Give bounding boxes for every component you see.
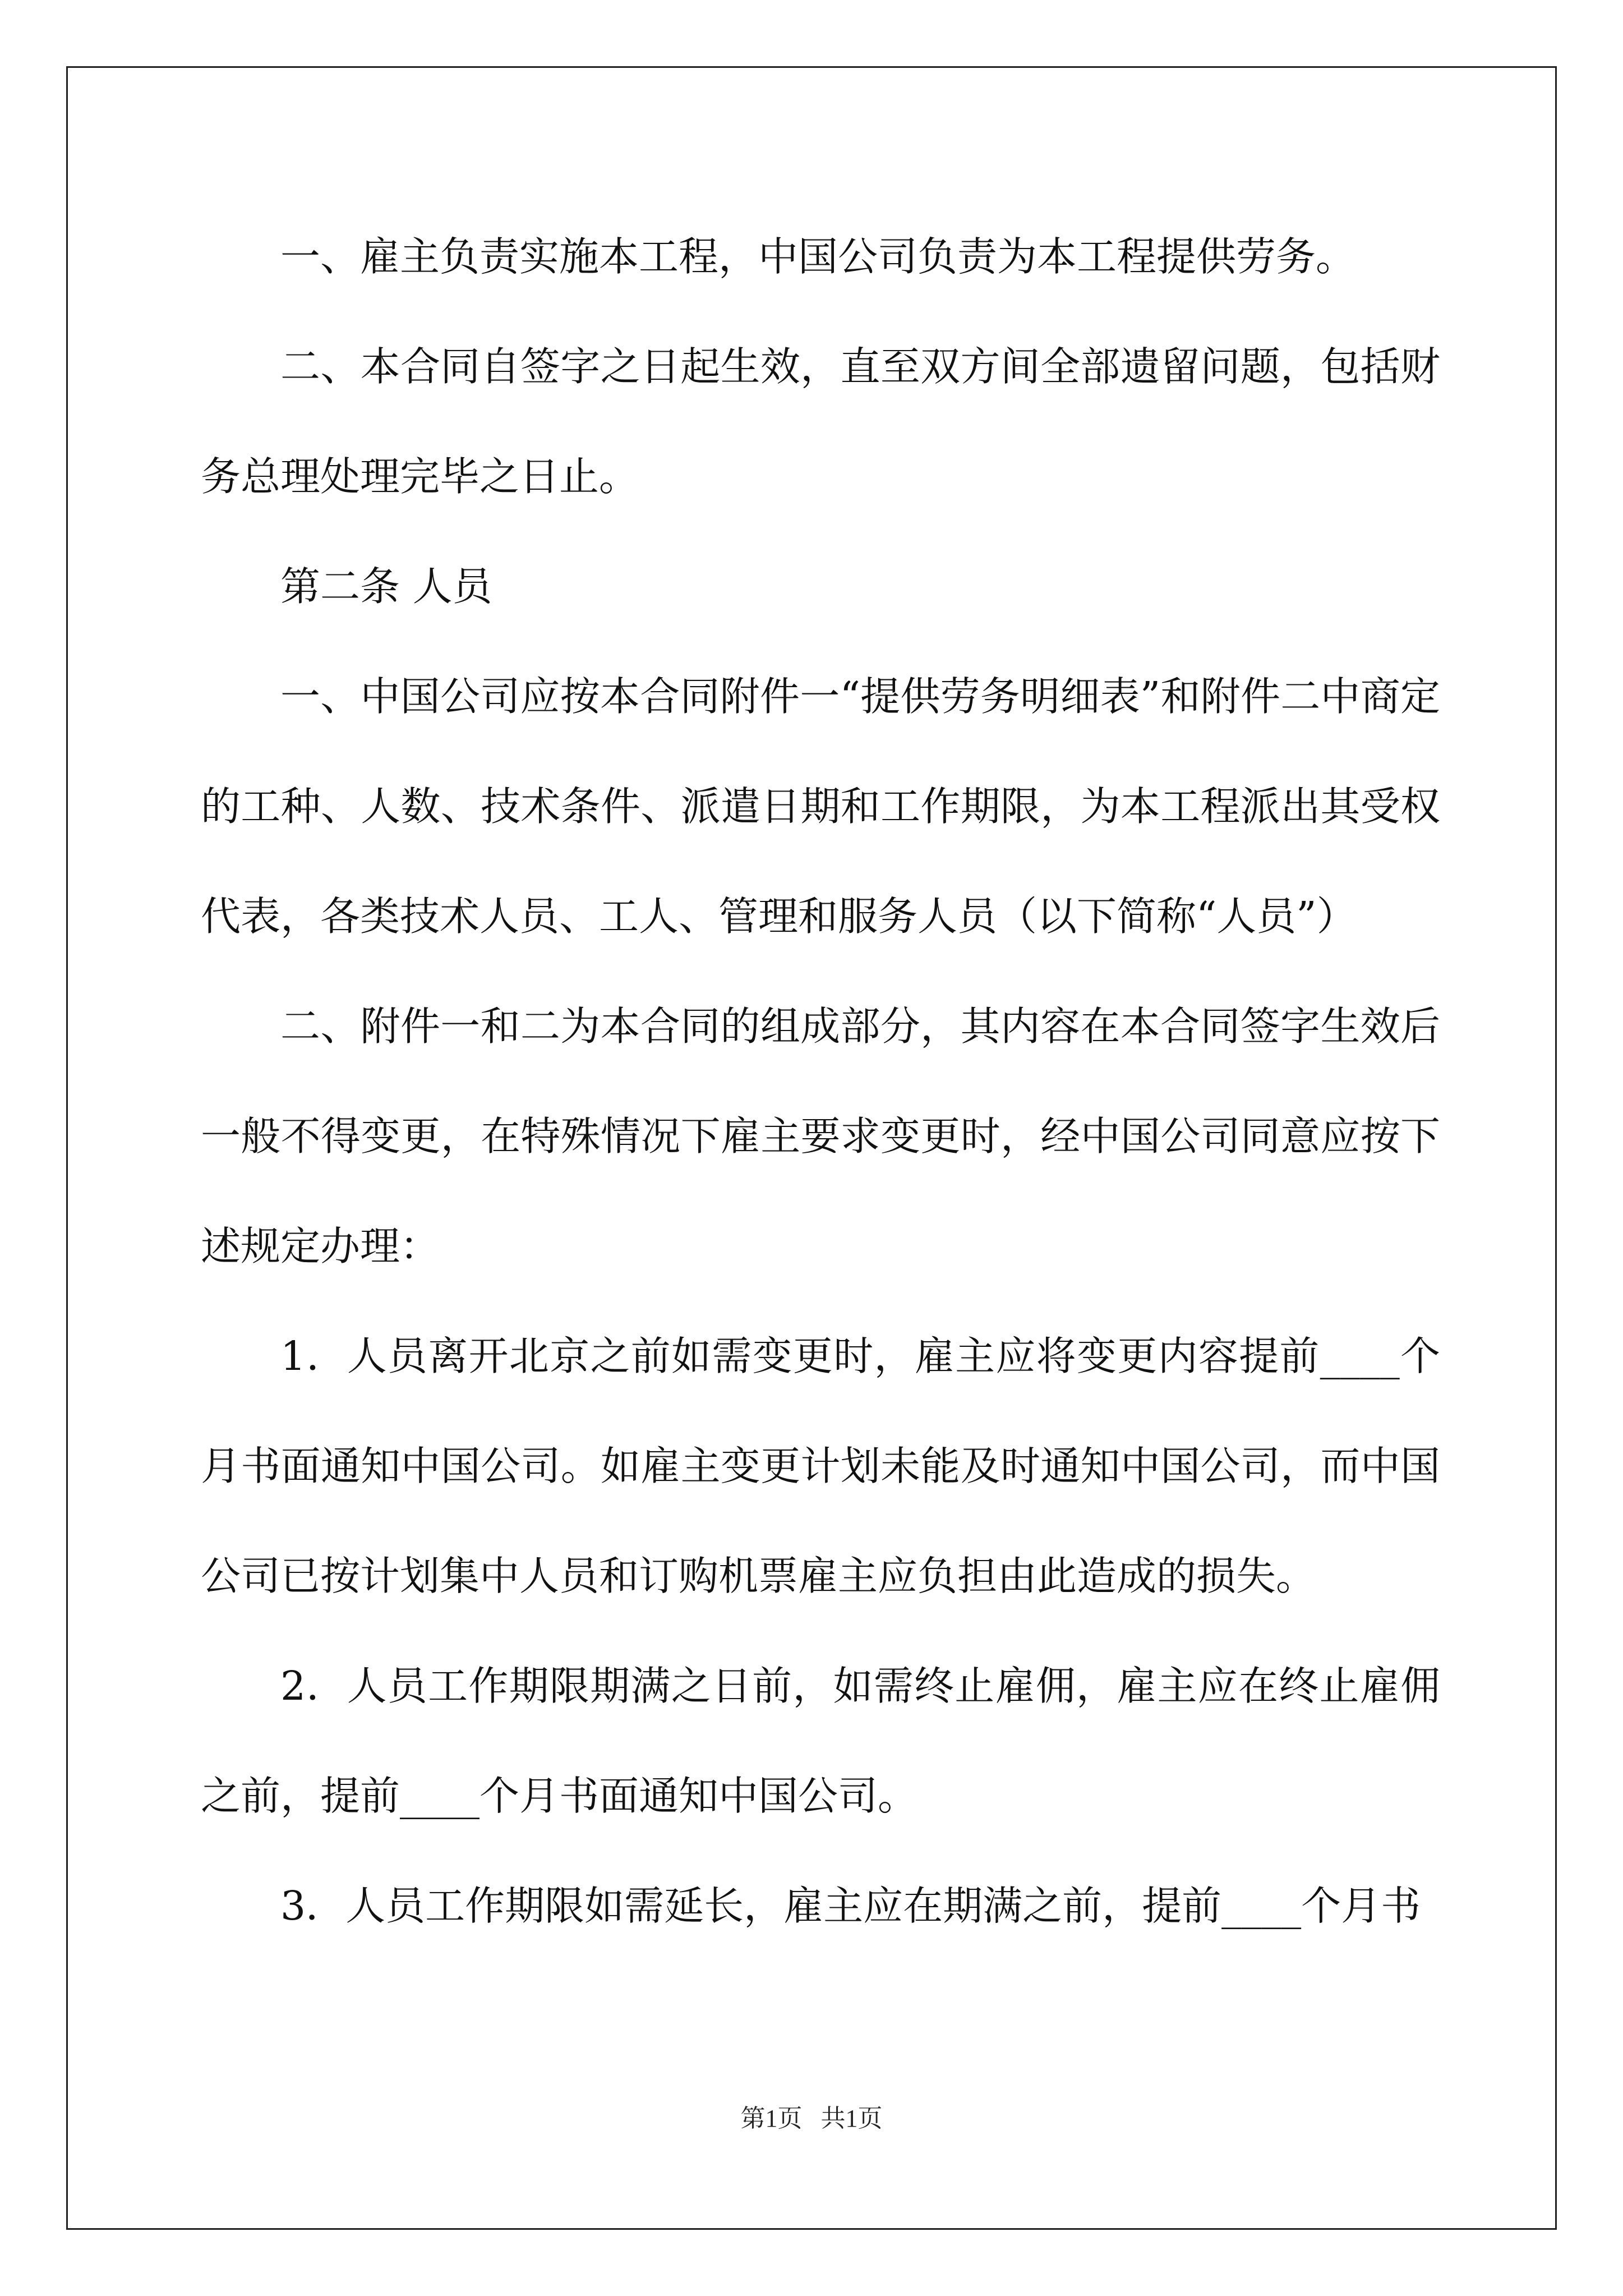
section-heading: 第二条 人员 (280, 563, 492, 610)
paragraph-5: 1．人员离开北京之前如需变更时，雇主应将变更内容提前____个月书面通知中国公司。如雇主变更计划未能及时通知中国公司，而中国公司已按计划集中人员和订购机票雇主应负担由此造成的损失。 (201, 1333, 1440, 1599)
paragraph-2: 二、本合同自签字之日起生效，直至双方间全部遗留问题，包括财务总理处理完毕之日止。 (201, 343, 1440, 500)
paragraph-3: 一、中国公司应按本合同附件一“提供劳务明细表”和附件二中商定的工种、人数、技术条件、派遣日期和工作期限，为本工程派出其受权代表，各类技术人员、工人、管理和服务人员（以下简称“人员”） (201, 673, 1440, 940)
document-body (201, 202, 1440, 1961)
paragraph-6: 2．人员工作期限期满之日前，如需终止雇佣，雇主应在终止雇佣之前，提前____个月书面通知中国公司。 (201, 1663, 1440, 1819)
paragraph-1: 一、雇主负责实施本工程，中国公司负责为本工程提供劳务。 (280, 233, 1356, 280)
paragraph-4: 二、附件一和二为本合同的组成部分，其内容在本合同签字生效后一般不得变更，在特殊情况下雇主要求变更时，经中国公司同意应按下述规定办理： (201, 1003, 1440, 1269)
paragraph-7: 3．人员工作期限如需延长，雇主应在期满之前，提前____个月书 (280, 1883, 1421, 1929)
page-number: 第1页 共1页 (740, 2105, 883, 2132)
